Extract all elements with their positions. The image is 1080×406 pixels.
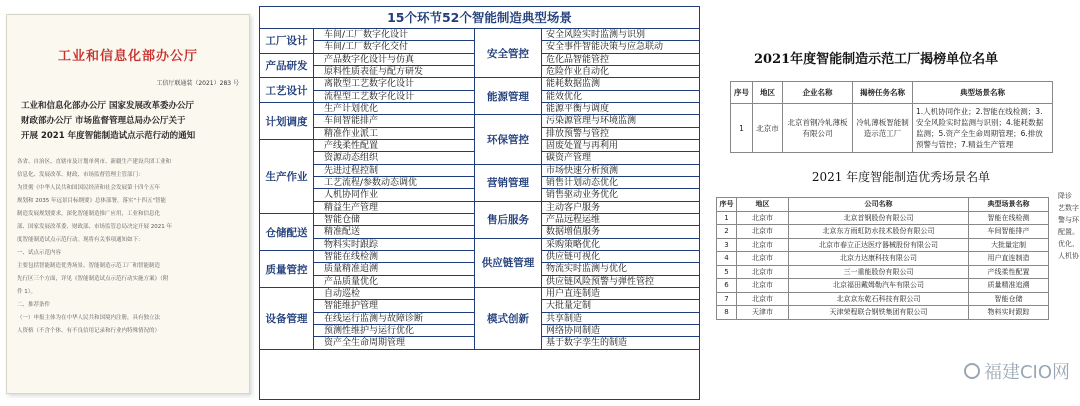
scene-item: 销售计划动态优化 xyxy=(542,177,699,189)
table-cell: 质量精准追溯 xyxy=(969,279,1049,293)
scene-item: 安全事件智能决策与应急联动 xyxy=(542,41,699,53)
scene-item: 大批量定制 xyxy=(542,300,699,312)
scene-category: 生产作业 xyxy=(260,140,314,214)
watermark-logo-icon xyxy=(964,363,980,379)
scene-item: 质量精准追溯 xyxy=(314,263,474,275)
table-cell: 智能在线检测 xyxy=(969,211,1049,225)
scene-category: 模式创新 xyxy=(474,288,542,350)
scene-category: 仓储配送 xyxy=(260,214,314,251)
table-cell: 北京市 xyxy=(737,265,789,279)
document-subtitle: 工业和信息化部办公厅 国家发展改革委办公厅 财政部办公厅 市场监督管理总局办公厅关于 开展 2021 年度智能制造试点示范行动的通知 xyxy=(21,101,196,141)
document-number: 工信厅联通装（2021）283 号 xyxy=(156,80,239,87)
table-header: 序号 xyxy=(717,198,737,212)
scene-category: 供应链管理 xyxy=(474,239,542,288)
table-cell: 用户直连制造 xyxy=(969,252,1049,266)
peek-text-line: 艺数字 xyxy=(1058,204,1079,212)
scene-item: 产品质量优化 xyxy=(314,276,474,288)
table-cell: 北京京东乾石科技有限公司 xyxy=(789,292,969,306)
table-row xyxy=(731,104,1053,153)
scene-item: 精益生产管理 xyxy=(314,202,474,214)
table-cell: 6 xyxy=(717,279,737,293)
factory-list xyxy=(730,48,1070,153)
scene-item: 能效优化 xyxy=(542,91,699,103)
scene-category: 工厂设计 xyxy=(260,29,314,54)
table-cell: 北京市春立正达医疗器械股份有限公司 xyxy=(789,238,969,252)
scene-item: 工艺流程/参数动态调优 xyxy=(314,177,474,189)
table-header: 典型场景名称 xyxy=(913,82,1053,104)
scene-item: 基于数字孪生的制造 xyxy=(542,337,699,349)
scene-item: 智能维护管理 xyxy=(314,300,474,312)
document-title: 工业和信息化部办公厅 xyxy=(57,49,198,64)
scene-item: 流程型工艺数字化设计 xyxy=(314,91,474,103)
peek-text-line: 优化、 xyxy=(1058,240,1079,248)
scene-item: 危险作业自动化 xyxy=(542,66,699,78)
scene-item: 供应链风险预警与弹性管控 xyxy=(542,276,699,288)
table-header: 揭榜任务名称 xyxy=(853,82,913,104)
watermark xyxy=(964,358,1070,384)
scene-category: 计划调度 xyxy=(260,103,314,140)
table-cell: 7 xyxy=(717,292,737,306)
table-header: 序号 xyxy=(731,82,753,104)
table-cell: 1.人机协同作业；2.智能在线检测；3.安全风险实时监测与识别；4.能耗数据监测；5.资产全生命周期管理；6.排放预警与管控；7.精益生产管理 xyxy=(913,104,1053,153)
table-cell: 天津荣程联合钢铁集团有限公司 xyxy=(789,306,969,320)
table-row xyxy=(717,279,1049,293)
scene-item: 供应链可视化 xyxy=(542,251,699,263)
table-header: 地区 xyxy=(753,82,783,104)
peek-text xyxy=(1058,190,1080,262)
document-body-line: 信息化、发展改革、财政、市场监督管理主管部门： xyxy=(17,172,144,178)
table-row xyxy=(717,265,1049,279)
scene-item: 离散型工艺数字化设计 xyxy=(314,78,474,90)
factory-list-title: 2021年度智能制造示范工厂揭榜单位名单 xyxy=(754,52,999,67)
scene-item: 销售驱动业务优化 xyxy=(542,189,699,201)
document-body-line: 部、国家发展改革委、财政部、市场监管总局决定开展 2021 年 xyxy=(17,224,172,230)
table-cell: 8 xyxy=(717,306,737,320)
table-cell: 4 xyxy=(717,252,737,266)
scene-item: 能源平衡与调度 xyxy=(542,103,699,115)
scene-item: 产品数字化设计与仿真 xyxy=(314,54,474,66)
table-header: 典型场景名称 xyxy=(969,198,1049,212)
scene-item: 车间/工厂数字化设计 xyxy=(314,29,474,41)
table-row xyxy=(717,211,1049,225)
document-body-line: 制造发展规划要求，深化智能制造推广应用，工业和信息化 xyxy=(17,211,161,217)
scene-item: 网络协同制造 xyxy=(542,325,699,337)
table-cell: 北京市 xyxy=(753,104,783,153)
scene-item: 车间/工厂数字化交付 xyxy=(314,41,474,53)
document-body-line: 人资格（不含个体、有不良信用记录和行业内特殊情况的） xyxy=(17,328,161,334)
peek-text-line: 警与环 xyxy=(1058,216,1079,224)
table-cell: 2 xyxy=(717,225,737,239)
scene-item: 碳资产管理 xyxy=(542,152,699,164)
table-cell: 天津市 xyxy=(737,306,789,320)
scene-item: 人机协同作业 xyxy=(314,189,474,201)
table-cell: 北京市 xyxy=(737,211,789,225)
document-body-line: 度智能制造试点示范行动。现将有关事项通知如下： xyxy=(17,237,144,243)
scene-item: 主动客户服务 xyxy=(542,202,699,214)
scene-item: 危化品智能管控 xyxy=(542,54,699,66)
table-cell: 5 xyxy=(717,265,737,279)
scene-item: 智能仓储 xyxy=(314,214,474,226)
document-body-line: 规划和 2035 年远景目标纲要》总体部署，落实"十四五"智能 xyxy=(17,198,167,204)
table-cell: 北京市 xyxy=(737,292,789,306)
scene-item: 物料实时跟踪 xyxy=(314,239,474,251)
document-body-line: （一）申报主体为在中华人民共和国境内注册，具有独立法 xyxy=(17,315,161,321)
scene-category: 售后服务 xyxy=(474,202,542,239)
scene-item: 智能在线检测 xyxy=(314,251,474,263)
table-cell: 北京市 xyxy=(737,238,789,252)
best-scenes-list xyxy=(716,164,1056,320)
scene-item: 在线运行监测与故障诊断 xyxy=(314,313,474,325)
scenes-table-body xyxy=(260,29,699,399)
table-row xyxy=(717,252,1049,266)
document-body-line: 为贯彻《中华人民共和国国民经济和社会发展第十四个五年 xyxy=(17,185,161,191)
scene-item: 产品远程运维 xyxy=(542,214,699,226)
scene-category: 营销管理 xyxy=(474,165,542,202)
factory-table xyxy=(730,81,1053,153)
scene-category: 环保管控 xyxy=(474,115,542,164)
scene-item: 精准作业派工 xyxy=(314,128,474,140)
document-body-line: 各省、自治区、直辖市及计划单列市、新疆生产建设兵团工业和 xyxy=(17,159,172,165)
scene-item: 资源动态组织 xyxy=(314,152,474,164)
table-cell: 北京市 xyxy=(737,225,789,239)
scene-item: 安全风险实时监测与识别 xyxy=(542,29,699,41)
table-cell: 物料实时跟踪 xyxy=(969,306,1049,320)
document-body-line: 件 1）。 xyxy=(17,289,36,295)
table-cell: 智能仓储 xyxy=(969,292,1049,306)
table-cell: 北京福田戴姆勒汽车有限公司 xyxy=(789,279,969,293)
table-cell: 大批量定制 xyxy=(969,238,1049,252)
table-cell: 1 xyxy=(731,104,753,153)
watermark-text: 福建CIO网 xyxy=(983,362,1070,383)
scene-item: 原料性质表征与配方研发 xyxy=(314,66,474,78)
document-body xyxy=(17,156,239,338)
document-body-line: 主要包括智能制造优秀场景、智能制造示范工厂和智能制造 xyxy=(17,263,161,269)
scene-item: 数据增值服务 xyxy=(542,226,699,238)
scene-category: 能源管理 xyxy=(474,78,542,115)
best-scenes-title: 2021 年度智能制造优秀场景名单 xyxy=(811,170,991,184)
scene-item: 资产全生命周期管理 xyxy=(314,337,474,349)
scene-item: 共享制造 xyxy=(542,313,699,325)
table-cell: 3 xyxy=(717,238,737,252)
scene-item: 预测性维护与运行优化 xyxy=(314,325,474,337)
scene-item: 产线柔性配置 xyxy=(314,140,474,152)
scene-item: 采购策略优化 xyxy=(542,239,699,251)
scene-item: 污染源管理与环境监测 xyxy=(542,115,699,127)
peek-text-line: 降诊 xyxy=(1058,192,1072,200)
peek-text-line: 配置。 xyxy=(1058,228,1079,236)
scene-item: 自动巡检 xyxy=(314,288,474,300)
table-row xyxy=(717,238,1049,252)
peek-text-line: 人机协 xyxy=(1058,252,1079,260)
table-cell: 三一重能股份有限公司 xyxy=(789,265,969,279)
scene-item: 先进过程控制 xyxy=(314,165,474,177)
document-body-line: 一、试点示范内容 xyxy=(17,250,62,256)
table-cell: 北京力达康科技有限公司 xyxy=(789,252,969,266)
scene-item: 能耗数据监测 xyxy=(542,78,699,90)
document-body-line: 二、推荐条件 xyxy=(17,302,51,308)
table-cell: 车间智能排产 xyxy=(969,225,1049,239)
best-scenes-table xyxy=(716,197,1049,320)
scenes-table-title: 15个环节52个智能制造典型场景 xyxy=(260,7,699,29)
scene-item: 排放预警与管控 xyxy=(542,128,699,140)
table-cell: 北京市 xyxy=(737,279,789,293)
table-cell: 1 xyxy=(717,211,737,225)
scene-item: 物流实时监测与优化 xyxy=(542,263,699,275)
table-cell: 北京首钢股份有限公司 xyxy=(789,211,969,225)
scene-item: 精准配送 xyxy=(314,226,474,238)
scene-category: 产品研发 xyxy=(260,54,314,79)
table-cell: 北京东方雨虹防水技术股份有限公司 xyxy=(789,225,969,239)
scene-category: 质量管控 xyxy=(260,251,314,288)
table-header: 企业名称 xyxy=(783,82,853,104)
scene-item: 用户直连制造 xyxy=(542,288,699,300)
scene-item: 固废处置与再利用 xyxy=(542,140,699,152)
scene-category: 安全管控 xyxy=(474,29,542,78)
scene-item: 车间智能排产 xyxy=(314,115,474,127)
document-body-line: 先行区三个方面，详见《智能制造试点示范行动实施方案》（附 xyxy=(17,276,169,282)
scene-category: 工艺设计 xyxy=(260,78,314,103)
scenes-table xyxy=(259,6,700,400)
table-cell: 北京市 xyxy=(737,252,789,266)
table-header: 地区 xyxy=(737,198,789,212)
table-cell: 北京首钢冷轧薄板有限公司 xyxy=(783,104,853,153)
table-row xyxy=(717,306,1049,320)
official-notice-document xyxy=(6,14,250,394)
table-header: 公司名称 xyxy=(789,198,969,212)
scene-item: 市场快速分析预测 xyxy=(542,165,699,177)
table-row xyxy=(717,225,1049,239)
table-cell: 冷轧薄板智能制造示范工厂 xyxy=(853,104,913,153)
scene-category: 设备管理 xyxy=(260,288,314,350)
table-cell: 产线柔性配置 xyxy=(969,265,1049,279)
table-row xyxy=(717,292,1049,306)
scene-item: 生产计划优化 xyxy=(314,103,474,115)
